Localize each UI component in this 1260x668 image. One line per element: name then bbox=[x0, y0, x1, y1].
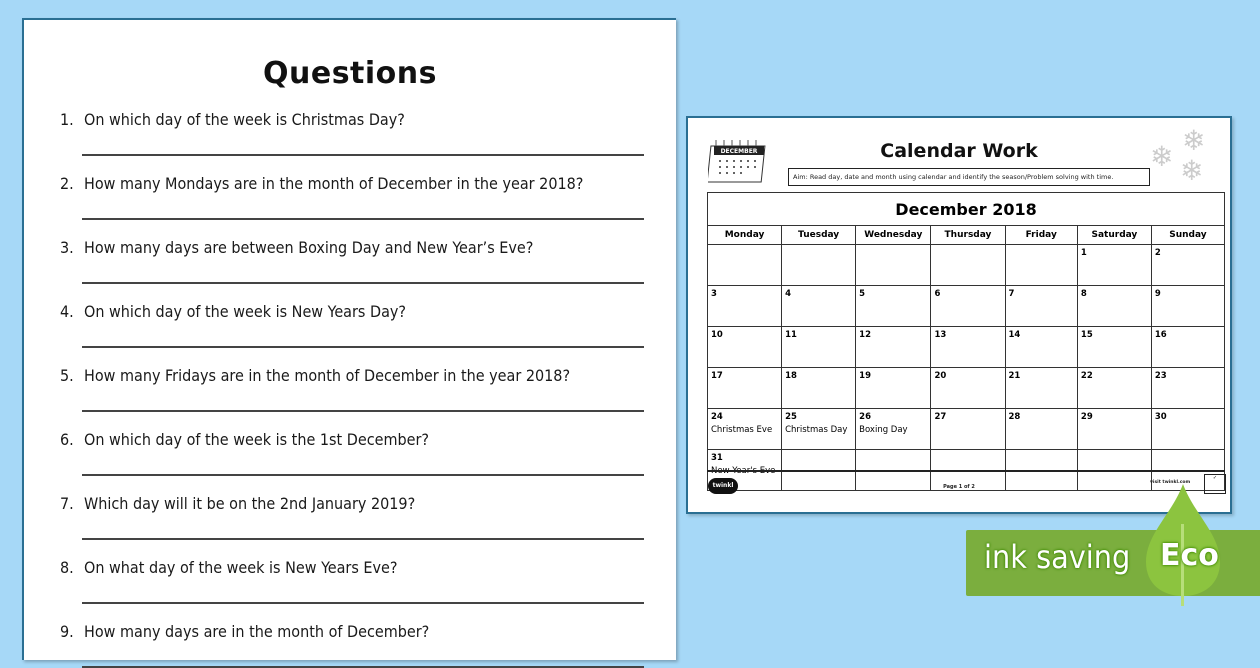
day-event: Christmas Eve bbox=[711, 425, 773, 435]
calendar-day-cell bbox=[1077, 245, 1151, 286]
question-number: 9. bbox=[60, 622, 74, 641]
question-item bbox=[60, 622, 650, 641]
calendar-day-cell bbox=[1151, 286, 1224, 327]
calendar-day-cell bbox=[1005, 245, 1077, 286]
calendar-day-cell bbox=[1005, 368, 1077, 409]
calendar-week-row bbox=[708, 368, 1225, 409]
question-number: 8. bbox=[60, 558, 74, 577]
calendar-day-cell bbox=[1077, 327, 1151, 368]
question-item bbox=[60, 302, 650, 321]
question-item bbox=[60, 494, 650, 513]
calendar-day-cell bbox=[931, 409, 1005, 450]
day-number: 6 bbox=[934, 289, 941, 299]
question-number: 2. bbox=[60, 174, 74, 193]
day-number: 10 bbox=[711, 330, 723, 340]
month-heading: December 2018 bbox=[708, 193, 1225, 226]
day-of-week-header: Thursday bbox=[931, 226, 1005, 245]
answer-line[interactable] bbox=[82, 602, 644, 604]
calendar-week-row bbox=[708, 327, 1225, 368]
twinkl-logo: twinkl bbox=[708, 478, 738, 494]
calendar-day-cell bbox=[856, 409, 931, 450]
calendar-day-cell bbox=[782, 245, 856, 286]
day-of-week-header: Wednesday bbox=[856, 226, 931, 245]
question-number: 7. bbox=[60, 494, 74, 513]
day-number: 26 bbox=[859, 412, 871, 422]
ink-saving-label: ink saving bbox=[984, 538, 1131, 576]
day-number: 3 bbox=[711, 289, 717, 299]
day-number: 1 bbox=[1080, 248, 1087, 258]
question-item bbox=[60, 110, 650, 129]
day-event: Boxing Day bbox=[859, 425, 908, 435]
answer-line[interactable] bbox=[82, 474, 644, 476]
calendar-day-cell bbox=[782, 368, 856, 409]
day-number: 13 bbox=[934, 330, 947, 340]
day-number: 12 bbox=[859, 330, 871, 340]
snowflake-icon: ❄ bbox=[1180, 154, 1204, 187]
question-item bbox=[60, 558, 650, 577]
day-number: 17 bbox=[711, 371, 723, 381]
calendar-day-cell bbox=[1005, 409, 1077, 450]
answer-line[interactable] bbox=[82, 410, 644, 412]
question-text: How many Mondays are in the month of December in the year 2018? bbox=[84, 174, 584, 193]
answer-line[interactable] bbox=[82, 346, 644, 348]
answer-line[interactable] bbox=[82, 538, 644, 540]
footer-divider bbox=[707, 470, 1225, 472]
calendar-day-cell bbox=[1077, 368, 1151, 409]
calendar-day-cell bbox=[856, 327, 931, 368]
day-event: Christmas Day bbox=[785, 425, 848, 435]
calendar-day-cell bbox=[931, 286, 1005, 327]
calendar-week-row bbox=[708, 409, 1225, 450]
day-number: 15 bbox=[1080, 330, 1093, 340]
calendar-day-cell bbox=[931, 245, 1005, 286]
snowflake-icon: ❄ bbox=[1182, 124, 1206, 157]
calendar-day-cell bbox=[708, 245, 782, 286]
day-of-week-header: Saturday bbox=[1077, 226, 1151, 245]
day-number: 9 bbox=[1154, 289, 1161, 299]
eco-label: Eco bbox=[1160, 538, 1219, 573]
calendar-day-cell bbox=[1077, 286, 1151, 327]
question-text: How many days are in the month of December? bbox=[84, 622, 430, 641]
calendar-day-cell bbox=[782, 327, 856, 368]
calendar-day-cell bbox=[782, 409, 856, 450]
calendar-day-cell bbox=[1151, 245, 1224, 286]
question-text: On which day of the week is Christmas Day? bbox=[84, 110, 405, 129]
question-text: On which day of the week is the 1st December? bbox=[84, 430, 430, 449]
day-event: New Year's Eve bbox=[711, 466, 776, 476]
calendar-week-row bbox=[708, 245, 1225, 286]
visit-link[interactable]: visit twinkl.com bbox=[1150, 480, 1191, 485]
day-of-week-header: Friday bbox=[1005, 226, 1077, 245]
day-number: 24 bbox=[711, 412, 723, 422]
calendar-day-cell bbox=[931, 327, 1005, 368]
question-number: 1. bbox=[60, 110, 74, 129]
day-number: 22 bbox=[1080, 371, 1093, 381]
question-item bbox=[60, 174, 650, 193]
answer-line[interactable] bbox=[82, 154, 644, 156]
day-number: 5 bbox=[859, 289, 866, 299]
answer-line[interactable] bbox=[82, 218, 644, 220]
day-number: 18 bbox=[785, 371, 797, 381]
question-number: 5. bbox=[60, 366, 74, 385]
calendar-day-cell bbox=[1151, 409, 1224, 450]
calendar-day-cell bbox=[1151, 327, 1224, 368]
question-text: On which day of the week is New Years Day? bbox=[84, 302, 407, 321]
day-number: 23 bbox=[1154, 371, 1167, 381]
day-number: 28 bbox=[1008, 412, 1021, 422]
calendar-day-cell bbox=[1005, 327, 1077, 368]
day-number: 29 bbox=[1080, 412, 1093, 422]
calendar-day-cell bbox=[1005, 286, 1077, 327]
calendar-week-row bbox=[708, 286, 1225, 327]
snowflake-icon: ❄ bbox=[1150, 140, 1174, 173]
day-number: 20 bbox=[934, 371, 947, 381]
calendar-day-cell bbox=[931, 368, 1005, 409]
calendar-day-cell bbox=[856, 368, 931, 409]
day-number: 19 bbox=[859, 371, 871, 381]
day-number: 7 bbox=[1008, 289, 1015, 299]
calendar-day-cell bbox=[708, 409, 782, 450]
day-of-week-header: Tuesday bbox=[782, 226, 856, 245]
question-text: On what day of the week is New Years Eve? bbox=[84, 558, 398, 577]
day-number: 14 bbox=[1008, 330, 1021, 340]
calendar-day-cell bbox=[1077, 409, 1151, 450]
checked-logo-icon: ✓ bbox=[1204, 474, 1226, 494]
questions-title: Questions bbox=[262, 56, 437, 91]
aim-box: Aim: Read day, date and month using calendar and identify the season/Problem solving with time. bbox=[788, 168, 1150, 186]
calendar-day-cell bbox=[782, 286, 856, 327]
answer-line[interactable] bbox=[82, 282, 644, 284]
day-of-week-header: Sunday bbox=[1151, 226, 1224, 245]
day-number: 4 bbox=[785, 289, 791, 299]
question-number: 3. bbox=[60, 238, 74, 257]
calendar-day-cell bbox=[1151, 368, 1224, 409]
question-item bbox=[60, 366, 650, 385]
day-number: 27 bbox=[934, 412, 947, 422]
question-text: Which day will it be on the 2nd January 2019? bbox=[84, 494, 416, 513]
question-text: How many Fridays are in the month of December in the year 2018? bbox=[84, 366, 571, 385]
days-of-week-row bbox=[708, 226, 1225, 245]
page-number: Page 1 of 2 bbox=[943, 484, 975, 490]
svg-text:DECEMBER: DECEMBER bbox=[720, 148, 758, 155]
question-text: How many days are between Boxing Day and New Year’s Eve? bbox=[84, 238, 534, 257]
day-number: 21 bbox=[1008, 371, 1021, 381]
calendar-day-cell bbox=[708, 368, 782, 409]
calendar-page bbox=[686, 116, 1232, 514]
calendar-day-cell bbox=[856, 245, 931, 286]
question-number: 4. bbox=[60, 302, 74, 321]
question-item bbox=[60, 430, 650, 449]
question-number: 6. bbox=[60, 430, 74, 449]
calendar-day-cell bbox=[708, 327, 782, 368]
questions-page bbox=[22, 18, 676, 660]
calendar-day-cell bbox=[708, 286, 782, 327]
calendar-table bbox=[707, 192, 1225, 491]
calendar-work-title: Calendar Work bbox=[880, 140, 1038, 162]
calendar-day-cell bbox=[856, 286, 931, 327]
day-number: 16 bbox=[1154, 330, 1167, 340]
day-number: 30 bbox=[1154, 412, 1167, 422]
day-number: 31 bbox=[711, 453, 723, 463]
question-item bbox=[60, 238, 650, 257]
day-number: 11 bbox=[785, 330, 797, 340]
day-number: 8 bbox=[1080, 289, 1087, 299]
day-number: 25 bbox=[785, 412, 797, 422]
day-of-week-header: Monday bbox=[708, 226, 782, 245]
day-number: 2 bbox=[1154, 248, 1161, 258]
